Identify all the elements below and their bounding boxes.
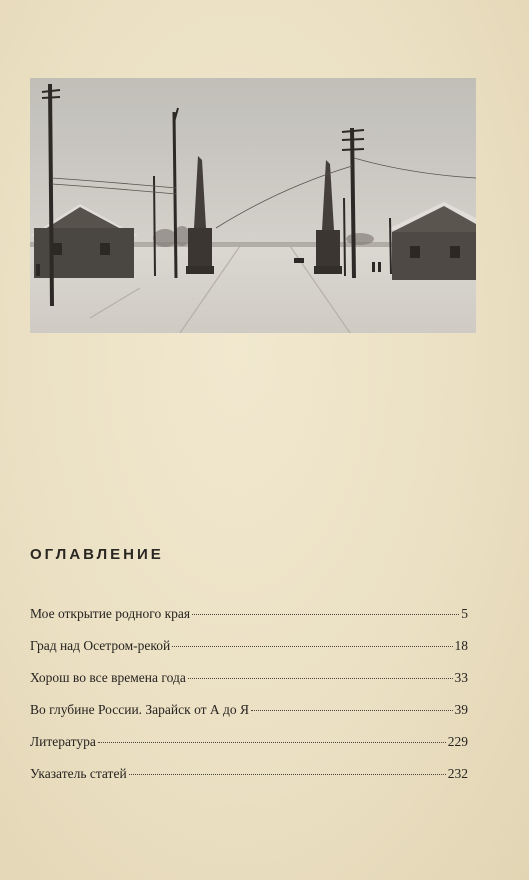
toc-entry[interactable] — [30, 606, 468, 638]
toc-entry[interactable] — [30, 638, 468, 670]
toc-entry-page: 5 — [461, 606, 468, 621]
toc-entry-title: Литература — [30, 734, 96, 749]
toc-entry-title: Мое открытие родного края — [30, 606, 191, 621]
toc-leader-dots — [188, 678, 453, 679]
toc-leader-dots — [251, 710, 452, 711]
toc-list — [30, 606, 468, 798]
toc-leader-dots — [192, 614, 459, 615]
toc-entry[interactable] — [30, 766, 468, 798]
toc-entry-title: Указатель статей — [30, 766, 127, 781]
toc-entry-page: 33 — [454, 670, 468, 685]
winter-street-photo — [30, 78, 476, 333]
toc-entry[interactable] — [30, 702, 468, 734]
toc-entry[interactable] — [30, 670, 468, 702]
toc-leader-dots — [98, 742, 446, 743]
toc-entry-page: 18 — [454, 638, 468, 653]
toc-entry-title: Во глубине России. Зарайск от А до Я — [30, 702, 250, 717]
toc-leader-dots — [129, 774, 446, 775]
toc-heading: ОГЛАВЛЕНИЕ — [30, 546, 164, 563]
toc-entry-page: 39 — [454, 702, 468, 717]
frontispiece-photo — [30, 78, 476, 333]
toc-entry-title: Хорош во все времена года — [30, 670, 186, 685]
toc-leader-dots — [172, 646, 452, 647]
photo-grain — [30, 78, 476, 333]
toc-entry[interactable] — [30, 734, 468, 766]
toc-entry-title: Град над Осетром-рекой — [30, 638, 171, 653]
toc-entry-page: 229 — [447, 734, 468, 749]
toc-entry-page: 232 — [447, 766, 468, 781]
